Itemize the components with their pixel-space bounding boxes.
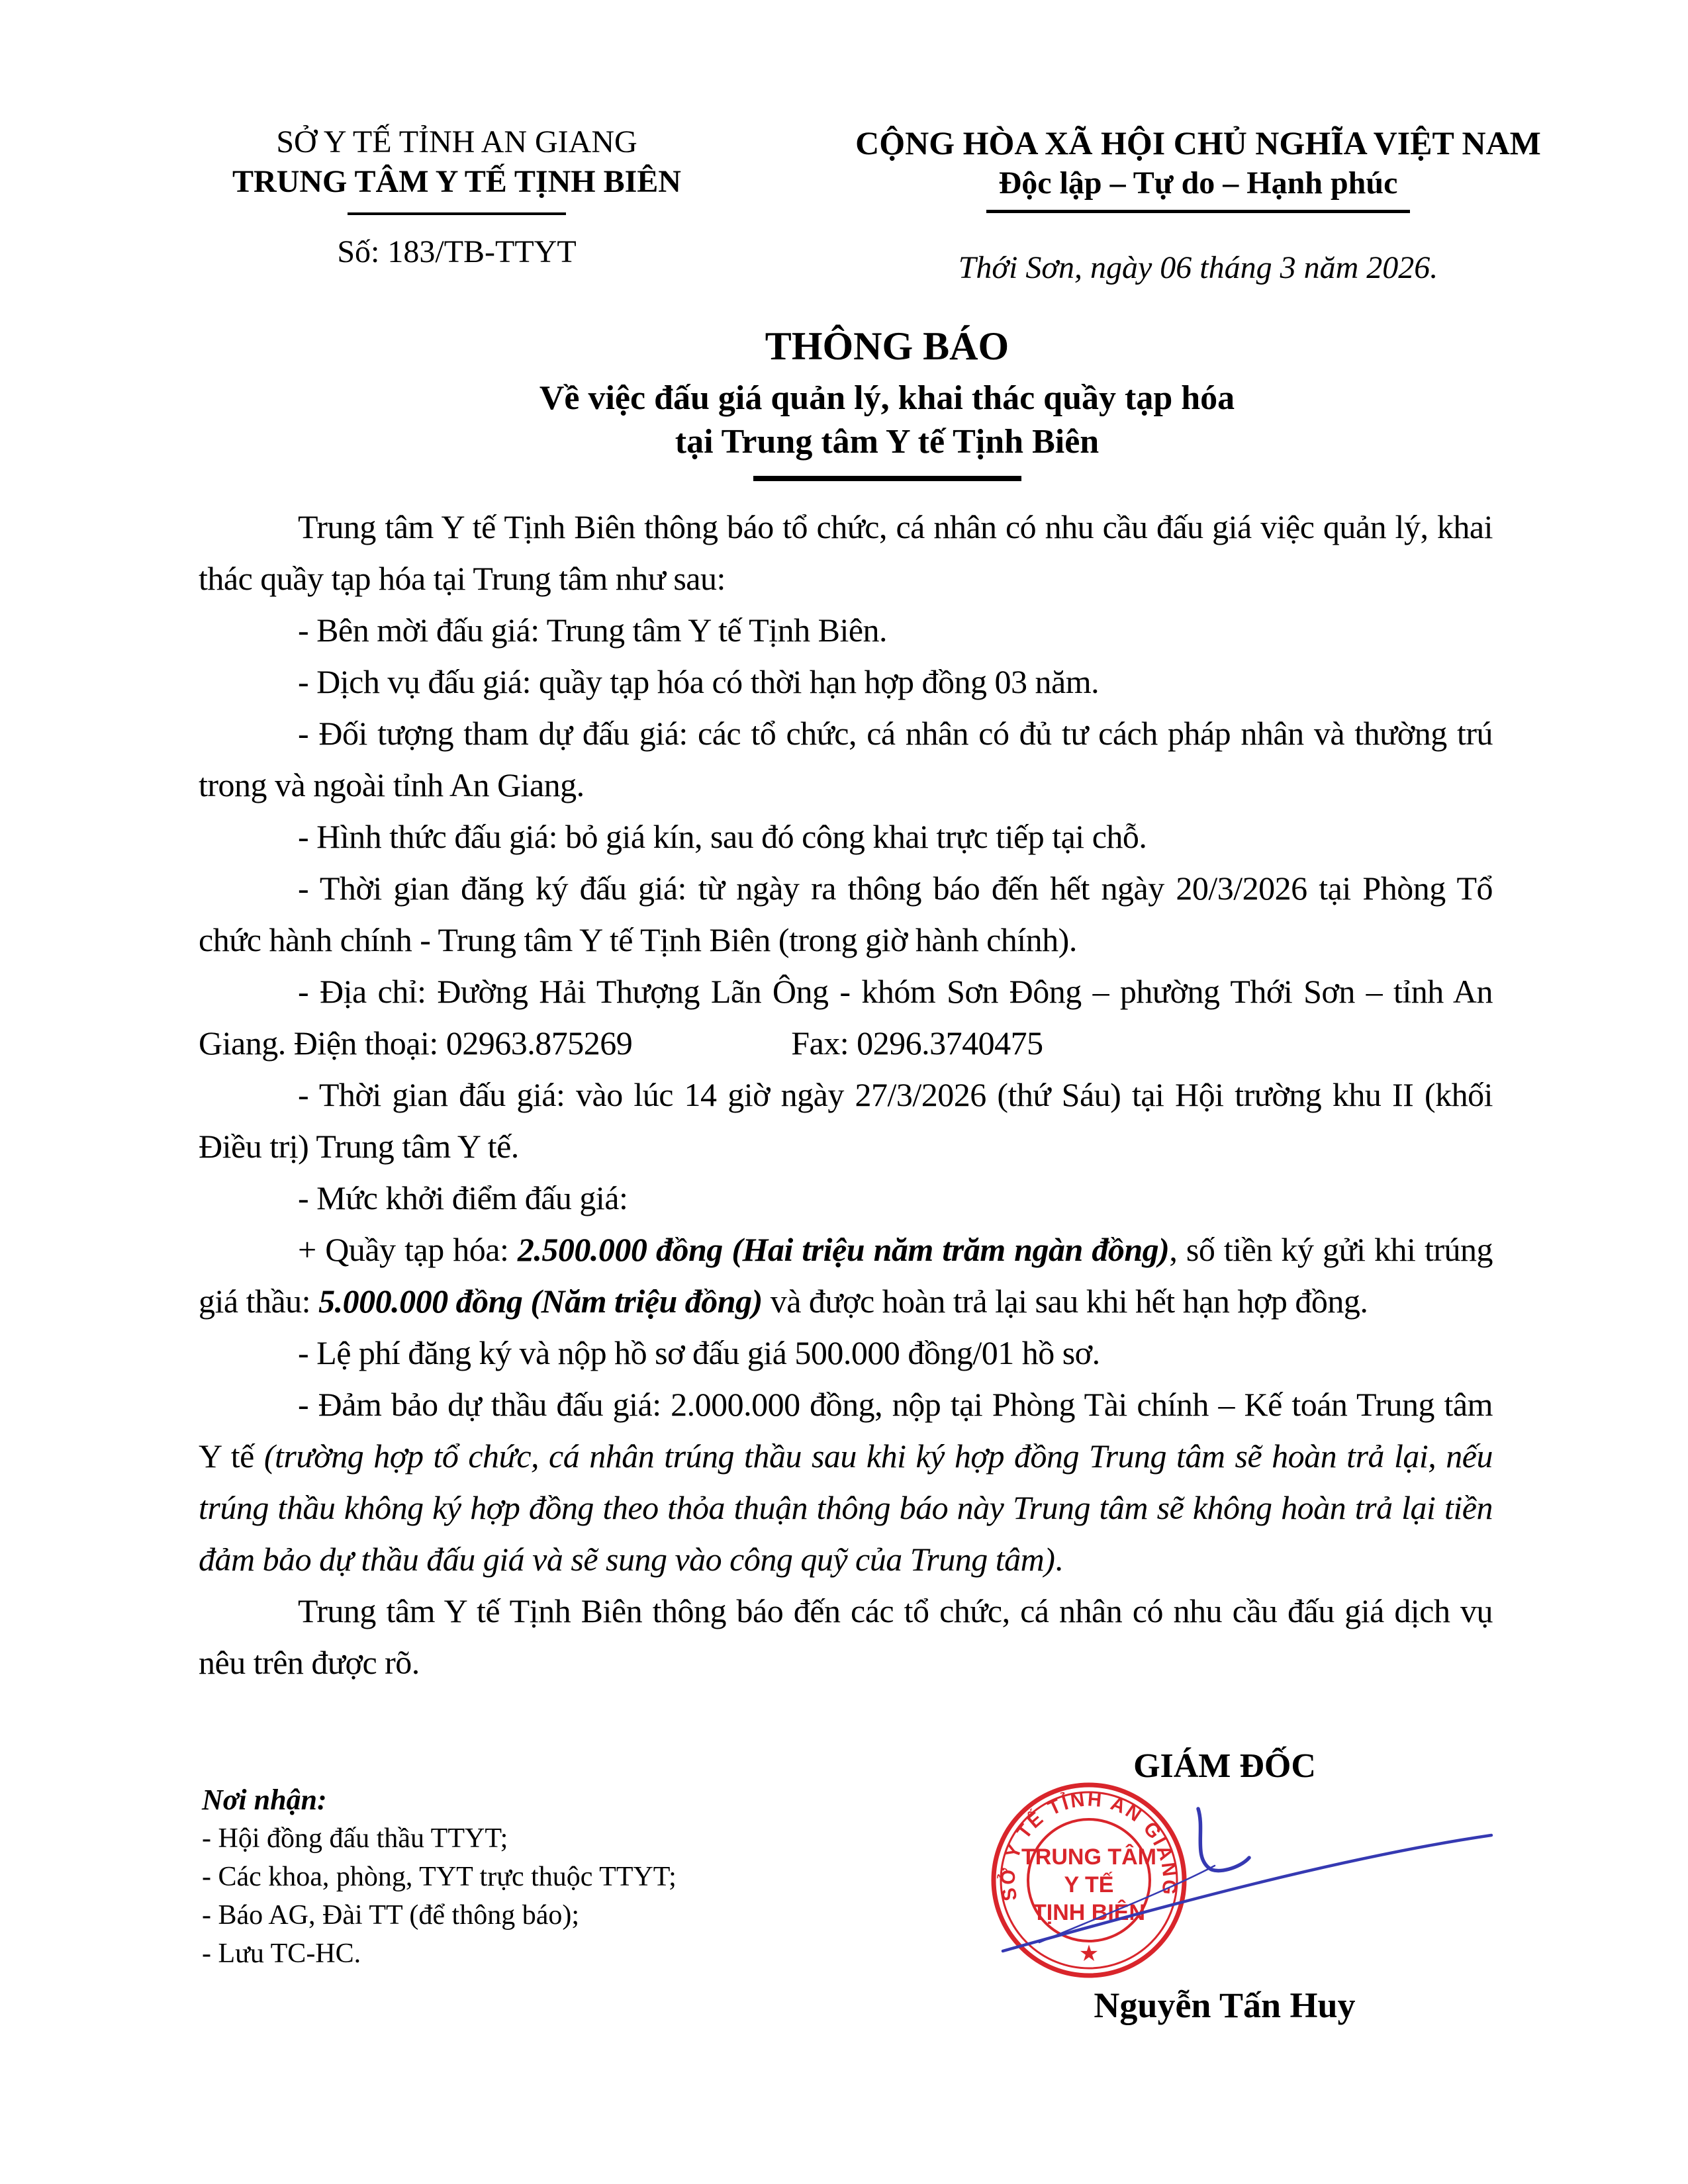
text-segment: + Quầy tạp hóa: [298, 1231, 518, 1268]
text-segment: - Địa chỉ: Đường Hải Thượng Lãn Ông - khóm Sơn Đông – phường Thới Sơn – tỉnh An Giang. Điện thoại: 02963.875269 [199, 973, 1493, 1062]
body-paragraph [199, 656, 1493, 707]
document-title-block [43, 322, 1688, 481]
place-date-line: Thới Sơn, ngày 06 tháng 3 năm 2026. [958, 250, 1438, 285]
body-paragraph [199, 1224, 1493, 1327]
text-segment: và được hoàn trả lại sau khi hết hạn hợp đồng. [762, 1283, 1368, 1320]
document-subtitle-line1: Về việc đấu giá quản lý, khai thác quầy tạp hóa [539, 379, 1235, 417]
document-number: Số: 183/TB-TTYT [337, 234, 577, 269]
text-segment: , số tiền ký gửi khi trúng giá thầu: [199, 1231, 1493, 1320]
title-divider [753, 476, 1021, 481]
document-footer [199, 1715, 1493, 2112]
text-segment: 5.000.000 đồng (Năm triệu đồng) [318, 1283, 763, 1320]
parent-agency-name: SỞ Y TẾ TỈNH AN GIANG [276, 124, 637, 159]
text-segment: Trung tâm Y tế Tịnh Biên thông báo đến các tổ chức, cá nhân có nhu cầu đấu giá dịch vụ nêu trên được rõ. [199, 1592, 1493, 1681]
signature-long-stroke [1003, 1835, 1491, 1951]
recipient-item: - Báo AG, Đài TT (để thông báo); [202, 1900, 580, 1931]
signature-thin-stroke [1039, 1866, 1215, 1942]
text-segment: Trung tâm Y tế Tịnh Biên thông báo tổ chức, cá nhân có nhu cầu đấu giá việc quản lý, khai thác quầy tạp hóa tại Trung tâm như sau: [199, 508, 1493, 597]
stamp-star-icon: ★ [1078, 1942, 1100, 1966]
recipient-item: - Hội đồng đấu thầu TTYT; [202, 1823, 508, 1854]
body-paragraph [199, 1069, 1493, 1172]
body-paragraph [199, 501, 1493, 604]
stamp-line1: TRUNG TÂM [1021, 1844, 1156, 1870]
text-segment: - Dịch vụ đấu giá: quầy tạp hóa có thời hạn hợp đồng 03 năm. [298, 663, 1100, 700]
body-paragraph [199, 1585, 1493, 1688]
national-motto-line2: Độc lập – Tự do – Hạnh phúc [998, 165, 1398, 201]
text-segment: - Đối tượng tham dự đấu giá: các tổ chức, cá nhân có đủ tư cách pháp nhân và thường trú trong và ngoài tỉnh An Giang. [199, 715, 1493, 803]
text-segment: Fax: 0296.3740475 [791, 1024, 1043, 1062]
body-paragraph [199, 1327, 1493, 1379]
header-right-divider [986, 210, 1410, 213]
text-segment: - Hình thức đấu giá: bỏ giá kín, sau đó công khai trực tiếp tại chỗ. [298, 818, 1147, 855]
issuing-agency-block [199, 122, 715, 286]
recipients-block [202, 1781, 677, 1973]
body-paragraph [199, 811, 1493, 862]
issuing-unit-name: TRUNG TÂM Y TẾ TỊNH BIÊN [232, 164, 681, 199]
body-paragraph [199, 707, 1493, 811]
recipients-list [202, 1819, 677, 1973]
header-left-divider [348, 212, 566, 215]
body-paragraph [199, 604, 1493, 656]
document-title: THÔNG BÁO [765, 324, 1009, 368]
stamp-line2: Y TẾ [1064, 1872, 1114, 1897]
signature-hook-stroke [1198, 1809, 1249, 1871]
text-segment: 2.500.000 đồng (Hai triệu năm trăm ngàn đồng) [517, 1231, 1170, 1268]
recipients-heading: Nơi nhận: [202, 1784, 327, 1816]
document-header [0, 0, 1688, 286]
recipient-item: - Lưu TC-HC. [202, 1938, 361, 1969]
signer-position-title: GIÁM ĐỐC [1133, 1747, 1316, 1785]
text-segment: - Thời gian đấu giá: vào lúc 14 giờ ngày 27/3/2026 (thứ Sáu) tại Hội trường khu II (khối Điều trị) Trung tâm Y tế. [199, 1076, 1493, 1165]
text-segment: - Đảm bảo dự thầu đấu giá: 2.000.000 đồng, nộp tại Phòng Tài chính – Kế toán Trung tâm Y tế [199, 1386, 1493, 1475]
signer-name: Nguyễn Tấn Huy [1094, 1985, 1356, 2025]
stamp-ring-text: SỞ Y TẾ TỈNH AN GIANG [997, 1788, 1181, 1903]
handwritten-signature [976, 1789, 1506, 1961]
body-paragraph [199, 862, 1493, 966]
text-segment: . [1055, 1541, 1063, 1578]
text-segment: - Lệ phí đăng ký và nộp hồ sơ đấu giá 500.000 đồng/01 hồ sơ. [298, 1334, 1100, 1371]
signature-icon [976, 1789, 1506, 1961]
text-segment: - Bên mời đấu giá: Trung tâm Y tế Tịnh Biên. [298, 612, 888, 649]
body-paragraph [199, 1379, 1493, 1585]
text-segment: (trường hợp tổ chức, cá nhân trúng thầu sau khi ký hợp đồng Trung tâm sẽ hoàn trả lại, nếu trúng thầu không ký hợp đồng theo thỏa thuận thông báo này Trung tâm sẽ không hoàn trả lại tiền đảm bảo dự thầu đấu giá và sẽ sung vào công quỹ của Trung tâm) [199, 1437, 1493, 1578]
document-subtitle-line2: tại Trung tâm Y tế Tịnh Biên [675, 423, 1100, 461]
national-header-block [834, 122, 1562, 286]
recipient-item: - Các khoa, phòng, TYT trực thuộc TTYT; [202, 1862, 677, 1892]
text-segment: - Thời gian đăng ký đấu giá: từ ngày ra thông báo đến hết ngày 20/3/2026 tại Phòng Tổ chức hành chính - Trung tâm Y tế Tịnh Biên (trong giờ hành chính). [199, 870, 1493, 958]
body-paragraph [199, 1172, 1493, 1224]
national-motto-line1: CỘNG HÒA XÃ HỘI CHỦ NGHĨA VIỆT NAM [855, 124, 1541, 161]
text-segment: - Mức khởi điểm đấu giá: [298, 1179, 628, 1216]
body-paragraph [199, 966, 1493, 1069]
body [199, 501, 1493, 1688]
stamp-line3: TỊNH BIÊN [1033, 1900, 1145, 1925]
